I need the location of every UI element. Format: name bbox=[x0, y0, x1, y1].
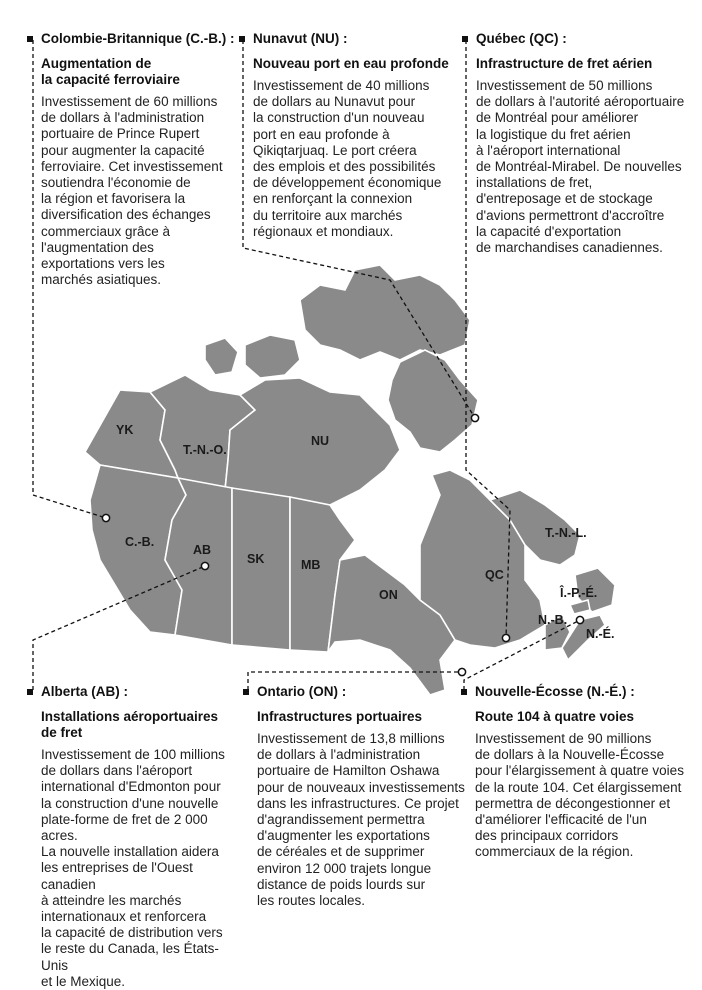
body-line: port en eau profonde à bbox=[253, 126, 390, 142]
body-line: à l'aéroport international bbox=[476, 142, 621, 158]
body-line: pour augmenter la capacité bbox=[41, 142, 205, 158]
label-mb: MB bbox=[301, 558, 321, 572]
subtitle-ab-line1: Installations aéroportuaires bbox=[41, 709, 219, 724]
info-block-bc bbox=[27, 30, 242, 288]
body-line: de dollars à l'administration bbox=[257, 747, 421, 763]
subtitle-on-line1: Infrastructures portuaires bbox=[257, 709, 423, 724]
subtitle-ns bbox=[461, 709, 698, 725]
body-line: Investissement de 60 millions bbox=[41, 94, 218, 109]
body-line: internationaux et renforcera bbox=[41, 909, 207, 925]
body-line: commerciaux de la région. bbox=[475, 844, 634, 860]
info-block-ab bbox=[27, 683, 242, 990]
body-line: à atteindre les marchés bbox=[41, 892, 182, 908]
body-line: La nouvelle installation aidera bbox=[41, 844, 219, 860]
body-line: international d'Edmonton pour bbox=[41, 779, 221, 795]
body-line: dans les infrastructures. Ce projet bbox=[257, 795, 459, 811]
header-ns-text: Nouvelle-Écosse (N.-É.) : bbox=[475, 684, 635, 699]
body-line: la capacité d'exportation bbox=[476, 223, 622, 239]
body-line: portuaire de Hamilton Oshawa bbox=[257, 763, 440, 779]
body-line: de la route 104. Cet élargissement bbox=[475, 779, 682, 795]
body-line: de Montréal pour améliorer bbox=[476, 110, 639, 126]
header-nu-text: Nunavut (NU) : bbox=[253, 31, 348, 46]
body-line: la construction d'une nouvelle bbox=[41, 795, 219, 811]
body-line: de dollars à l'administration bbox=[41, 110, 205, 126]
label-on: ON bbox=[379, 588, 398, 602]
bullet-square-icon bbox=[27, 36, 33, 42]
label-tno: T.-N.-O. bbox=[183, 443, 227, 457]
header-on-text: Ontario (ON) : bbox=[257, 684, 347, 699]
location-marker-qikiqtarjuaq bbox=[471, 414, 478, 421]
body-line: de marchandises canadiennes. bbox=[476, 240, 663, 256]
body-line: de céréales et de supprimer bbox=[257, 844, 425, 860]
subtitle-qc-line1: Infrastructure de fret aérien bbox=[476, 56, 653, 71]
label-ne: N.-É. bbox=[586, 627, 615, 641]
location-marker-mirabel bbox=[502, 634, 509, 641]
subtitle-qc bbox=[462, 56, 698, 72]
info-block-ns bbox=[461, 683, 698, 861]
body-line: d'augmenter les exportations bbox=[257, 828, 430, 844]
subtitle-bc bbox=[27, 56, 242, 88]
body-line: Investissement de 90 millions bbox=[475, 731, 652, 746]
body-line: de dollars dans l'aéroport bbox=[41, 763, 193, 779]
bullet-square-icon bbox=[243, 689, 249, 695]
subtitle-ab bbox=[27, 709, 242, 741]
header-qc bbox=[462, 30, 698, 47]
label-qc: QC bbox=[485, 568, 504, 582]
body-line: d'améliorer l'efficacité de l'un bbox=[475, 812, 647, 828]
body-line: de dollars au Nunavut pour bbox=[253, 94, 416, 110]
body-line: la région et favorisera la bbox=[41, 191, 186, 207]
info-block-qc bbox=[462, 30, 698, 256]
header-ns bbox=[461, 683, 698, 700]
banks-island bbox=[205, 338, 238, 375]
label-ab: AB bbox=[193, 543, 212, 557]
body-qc bbox=[462, 78, 698, 256]
body-line: d'agrandissement permettra bbox=[257, 812, 425, 828]
bullet-square-icon bbox=[27, 689, 33, 695]
subtitle-on bbox=[243, 709, 465, 725]
body-line: ferroviaire. Cet investissement bbox=[41, 158, 223, 174]
body-line: régionaux et mondiaux. bbox=[253, 223, 394, 239]
body-nu bbox=[239, 78, 461, 240]
body-line: Investissement de 13,8 millions bbox=[257, 731, 445, 746]
body-line: Investissement de 100 millions bbox=[41, 747, 225, 762]
subtitle-ab-line2: de fret bbox=[41, 725, 83, 740]
body-line: installations de fret, bbox=[476, 175, 593, 191]
body-line: en renforçant la connexion bbox=[253, 191, 413, 207]
body-line: exportations vers les bbox=[41, 256, 165, 272]
subtitle-nu bbox=[239, 56, 461, 72]
body-line: de développement économique bbox=[253, 175, 442, 191]
body-line: du territoire aux marchés bbox=[253, 207, 403, 223]
body-ns bbox=[461, 731, 698, 861]
header-qc-text: Québec (QC) : bbox=[476, 31, 567, 46]
body-line: les routes locales. bbox=[257, 893, 366, 909]
info-block-nu bbox=[239, 30, 461, 240]
body-line: de dollars à l'autorité aéroportuaire bbox=[476, 94, 685, 110]
body-bc bbox=[27, 94, 242, 288]
body-line: la construction d'un nouveau bbox=[253, 110, 425, 126]
body-line: distance de poids lourds sur bbox=[257, 876, 426, 892]
body-line: le reste du Canada, les États-Unis bbox=[41, 941, 219, 973]
body-on bbox=[243, 731, 465, 909]
header-ab-text: Alberta (AB) : bbox=[41, 684, 128, 699]
body-line: diversification des échanges bbox=[41, 207, 211, 223]
body-line: pour de nouveaux investissements bbox=[257, 779, 465, 795]
label-nu: NU bbox=[311, 434, 330, 448]
header-ab bbox=[27, 683, 242, 700]
header-bc-text: Colombie-Britannique (C.-B.) : bbox=[41, 31, 235, 46]
body-line: Investissement de 40 millions bbox=[253, 78, 430, 93]
body-ab bbox=[27, 747, 242, 990]
body-line: d'avions permettront d'accroître bbox=[476, 207, 665, 223]
body-line: l'augmentation des bbox=[41, 239, 154, 255]
label-cb: C.-B. bbox=[125, 535, 155, 549]
subtitle-ns-line1: Route 104 à quatre voies bbox=[475, 709, 635, 724]
label-nb: N.-B. bbox=[538, 613, 568, 627]
body-line: soutiendra l'économie de bbox=[41, 175, 191, 191]
region-ipe bbox=[570, 600, 590, 614]
subtitle-nu-line1: Nouveau port en eau profonde bbox=[253, 56, 449, 71]
body-line: environ 12 000 trajets longue bbox=[257, 860, 432, 876]
header-on bbox=[243, 683, 465, 700]
body-line: plate-forme de fret de 2 000 acres. bbox=[41, 811, 208, 844]
body-line: de dollars à la Nouvelle-Écosse bbox=[475, 747, 665, 763]
location-marker-prince-rupert bbox=[102, 514, 109, 521]
label-ipe: Î.-P.-É. bbox=[560, 586, 598, 600]
bullet-square-icon bbox=[239, 36, 245, 42]
body-line: la capacité de distribution vers bbox=[41, 925, 223, 941]
label-yk: YK bbox=[116, 423, 134, 437]
info-block-on bbox=[243, 683, 465, 909]
region-sk bbox=[232, 488, 290, 650]
bullet-square-icon bbox=[462, 36, 468, 42]
body-line: les entreprises de l'Ouest canadien bbox=[41, 860, 193, 892]
body-line: la logistique du fret aérien bbox=[476, 126, 631, 142]
body-line: des principaux corridors bbox=[475, 828, 619, 844]
location-marker-route-104 bbox=[576, 616, 583, 623]
body-line: marchés asiatiques. bbox=[41, 272, 162, 288]
victoria-island bbox=[245, 335, 300, 378]
body-line: des emplois et des possibilités bbox=[253, 159, 436, 175]
label-tnl: T.-N.-L. bbox=[545, 526, 587, 540]
body-line: commerciaux grâce à bbox=[41, 223, 171, 239]
body-line: Qikiqtarjuaq. Le port créera bbox=[253, 142, 417, 158]
subtitle-bc-line1: Augmentation de bbox=[41, 56, 152, 71]
subtitle-bc-line2: la capacité ferroviaire bbox=[41, 72, 180, 87]
location-marker-hamilton bbox=[458, 668, 465, 675]
body-line: d'entreposage et de stockage bbox=[476, 191, 653, 207]
body-line: Investissement de 50 millions bbox=[476, 78, 653, 93]
body-line: et le Mexique. bbox=[41, 973, 126, 989]
location-marker-edmonton bbox=[201, 562, 208, 569]
body-line: de Montréal-Mirabel. De nouvelles bbox=[476, 159, 682, 175]
bullet-square-icon bbox=[461, 689, 467, 695]
body-line: portuaire de Prince Rupert bbox=[41, 126, 200, 142]
body-line: permettra de décongestionner et bbox=[475, 795, 671, 811]
header-nu bbox=[239, 30, 461, 47]
header-bc bbox=[27, 30, 242, 47]
label-sk: SK bbox=[247, 552, 265, 566]
body-line: pour l'élargissement à quatre voies bbox=[475, 763, 684, 779]
